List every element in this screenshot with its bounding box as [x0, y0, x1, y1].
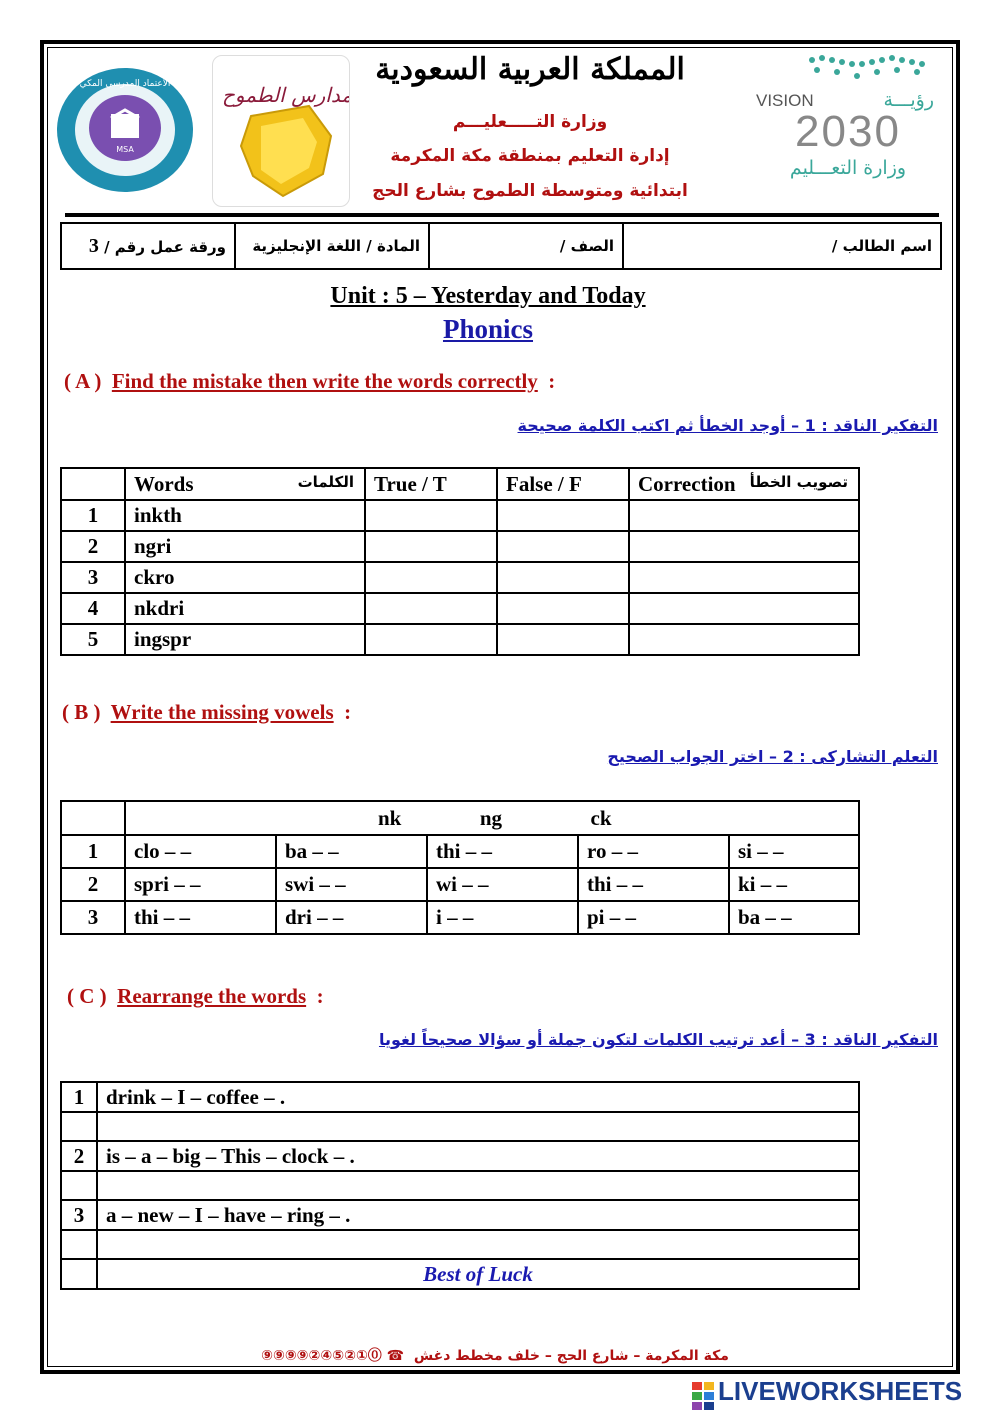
answer-line[interactable]: [97, 1112, 859, 1141]
section-b-arabic-instruction: التعلم التشاركى : 2 – اختر الجواب الصحيح: [607, 747, 938, 766]
header-true: True / T: [365, 468, 497, 500]
vowel-cell[interactable]: swi – –: [276, 868, 427, 901]
blank-number-cell: [61, 1259, 97, 1289]
section-c-label: ( C ): [67, 984, 107, 1008]
seal-sub-text: MSA: [116, 145, 134, 154]
false-answer-cell[interactable]: [497, 531, 629, 562]
row-number: 2: [61, 531, 125, 562]
row-number: 1: [61, 500, 125, 531]
row-number: 3: [61, 1200, 97, 1230]
vowel-cell[interactable]: dri – –: [276, 901, 427, 934]
header-words-ar: الكلمات: [297, 473, 354, 491]
vowel-cell[interactable]: spri – –: [125, 868, 276, 901]
section-b-label: ( B ): [62, 700, 101, 724]
vowel-cell[interactable]: ba – –: [276, 835, 427, 868]
false-answer-cell[interactable]: [497, 624, 629, 655]
section-b-heading: [62, 700, 351, 725]
choice-ng: ng: [479, 805, 503, 830]
table-row: [61, 562, 859, 593]
blank-number-cell: [61, 1112, 97, 1141]
header-blank: [61, 468, 125, 500]
vision-label: VISION: [756, 91, 814, 110]
unit-title: Unit : 5 – Yesterday and Today: [330, 283, 646, 309]
liveworksheets-brand[interactable]: [692, 1376, 992, 1408]
vision-year: 2030: [795, 107, 901, 156]
row-number: 4: [61, 593, 125, 624]
section-a-colon: :: [548, 369, 556, 393]
correction-answer-cell[interactable]: [629, 624, 859, 655]
word-cell: ckro: [125, 562, 365, 593]
section-a-heading: [64, 369, 555, 394]
false-answer-cell[interactable]: [497, 500, 629, 531]
true-answer-cell[interactable]: [365, 624, 497, 655]
vowel-cell[interactable]: pi – –: [578, 901, 729, 934]
section-c-table: [60, 1081, 860, 1290]
table-row: [61, 901, 859, 934]
vowel-cell[interactable]: wi – –: [427, 868, 578, 901]
school-line: ابتدائية ومتوسطة الطموح بشارع الحج: [372, 181, 688, 201]
table-row: [61, 1141, 859, 1171]
row-number: 1: [61, 835, 125, 868]
liveworksheets-text: LIVEWORKSHEETS: [718, 1376, 963, 1406]
false-answer-cell[interactable]: [497, 593, 629, 624]
header-words-label: Words: [134, 471, 194, 496]
table-row: [61, 593, 859, 624]
row-number: 1: [61, 1082, 97, 1112]
word-cell: nkdri: [125, 593, 365, 624]
row-number: 5: [61, 624, 125, 655]
vowel-cell[interactable]: ba – –: [729, 901, 859, 934]
answer-line[interactable]: [97, 1230, 859, 1259]
scrambled-sentence: a – new – I – have – ring – .: [97, 1200, 859, 1230]
true-answer-cell[interactable]: [365, 500, 497, 531]
header-correction-ar: تصويب الخطأ: [749, 473, 848, 491]
table-row: [61, 868, 859, 901]
choices-row: [125, 801, 859, 835]
vision-2030-logo: [752, 50, 942, 180]
vowel-cell[interactable]: ro – –: [578, 835, 729, 868]
subject-cell: المادة / اللغة الإنجليزية: [235, 223, 429, 269]
row-number: 2: [61, 1141, 97, 1171]
footer-address: [0, 1345, 990, 1365]
table-row: [61, 835, 859, 868]
administration-line: إدارة التعليم بمنطقة مكة المكرمة: [390, 146, 670, 166]
table-row: [61, 500, 859, 531]
accreditation-seal: [55, 66, 195, 194]
true-answer-cell[interactable]: [365, 593, 497, 624]
section-a-title: Find the mistake then write the words correctly: [111, 369, 538, 393]
section-b-colon: :: [344, 700, 352, 724]
ministry-line: وزارة التـــــعليـــم: [452, 112, 608, 132]
section-c-colon: :: [316, 984, 324, 1008]
word-cell: inkth: [125, 500, 365, 531]
worksheet-number-cell: [61, 223, 235, 269]
blank-number-cell: [61, 1230, 97, 1259]
row-number: 3: [61, 562, 125, 593]
section-c-arabic-instruction: التفكير الناقد : 3 – أعد ترتيب الكلمات لتكون جملة أو سؤالا صحيحاً لغويا: [378, 1030, 938, 1049]
answer-line[interactable]: [97, 1171, 859, 1200]
section-a-label: ( A ): [64, 369, 102, 393]
worksheet-number: 3: [88, 234, 99, 257]
scrambled-sentence: is – a – big – This – clock – .: [97, 1141, 859, 1171]
phone-number: ☎ ⓪①②⑤④②⑨⑨⑨⑨: [261, 1348, 405, 1364]
student-info-table: [60, 222, 942, 270]
seal-arc-text: الاعتماد المدرسي المكي: [79, 79, 171, 89]
vowel-cell[interactable]: ki – –: [729, 868, 859, 901]
section-a-table: [60, 467, 860, 656]
section-c-heading: [67, 984, 324, 1009]
correction-answer-cell[interactable]: [629, 531, 859, 562]
true-answer-cell[interactable]: [365, 531, 497, 562]
vowel-cell[interactable]: si – –: [729, 835, 859, 868]
phonics-title: Phonics: [442, 314, 534, 344]
word-cell: ingspr: [125, 624, 365, 655]
class-cell[interactable]: الصف /: [429, 223, 623, 269]
section-b-title: Write the missing vowels: [110, 700, 334, 724]
school-logo: [212, 55, 350, 207]
section-a-arabic-instruction: التفكير الناقد : 1 – أوجد الخطأ ثم اكتب الكلمة صحيحة: [517, 416, 938, 435]
vowel-cell[interactable]: thi – –: [578, 868, 729, 901]
school-logo-text: مدارس الطموح: [221, 83, 349, 107]
choice-ck: ck: [590, 805, 612, 830]
false-answer-cell[interactable]: [497, 562, 629, 593]
liveworksheets-icon: [692, 1382, 714, 1410]
address-text: مكة المكرمة – شارع الحج – خلف مخطط دغش: [413, 1348, 729, 1364]
vowel-cell[interactable]: clo – –: [125, 835, 276, 868]
row-number: 2: [61, 868, 125, 901]
vowel-cell[interactable]: thi – –: [427, 835, 578, 868]
true-answer-cell[interactable]: [365, 562, 497, 593]
correction-answer-cell[interactable]: [629, 500, 859, 531]
correction-answer-cell[interactable]: [629, 593, 859, 624]
vision-ministry: وزارة التعـــليم: [789, 157, 907, 179]
blank-number-cell: [61, 1171, 97, 1200]
header-words: [125, 468, 365, 500]
student-name-cell[interactable]: اسم الطالب /: [623, 223, 941, 269]
section-c-title: Rearrange the words: [117, 984, 307, 1008]
kingdom-title: المملكة العربية السعودية: [375, 52, 685, 87]
correction-answer-cell[interactable]: [629, 562, 859, 593]
scrambled-sentence: drink – I – coffee – .: [97, 1082, 859, 1112]
choice-nk: nk: [378, 805, 402, 830]
header-correction: [629, 468, 859, 500]
section-b-table: [60, 800, 860, 935]
header-blank: [61, 801, 125, 835]
best-of-luck: Best of Luck: [97, 1259, 859, 1289]
header-correction-label: Correction: [638, 471, 736, 496]
header-false: False / F: [497, 468, 629, 500]
table-row: [61, 531, 859, 562]
row-number: 3: [61, 901, 125, 934]
word-cell: ngri: [125, 531, 365, 562]
table-row: [61, 624, 859, 655]
vision-ar: رؤيـــة: [883, 89, 934, 111]
header-divider: [65, 213, 939, 217]
table-row: [61, 1082, 859, 1112]
worksheet-label: ورقة عمل رقم /: [104, 237, 226, 256]
table-row: [61, 1200, 859, 1230]
vowel-cell[interactable]: i – –: [427, 901, 578, 934]
vowel-cell[interactable]: thi – –: [125, 901, 276, 934]
